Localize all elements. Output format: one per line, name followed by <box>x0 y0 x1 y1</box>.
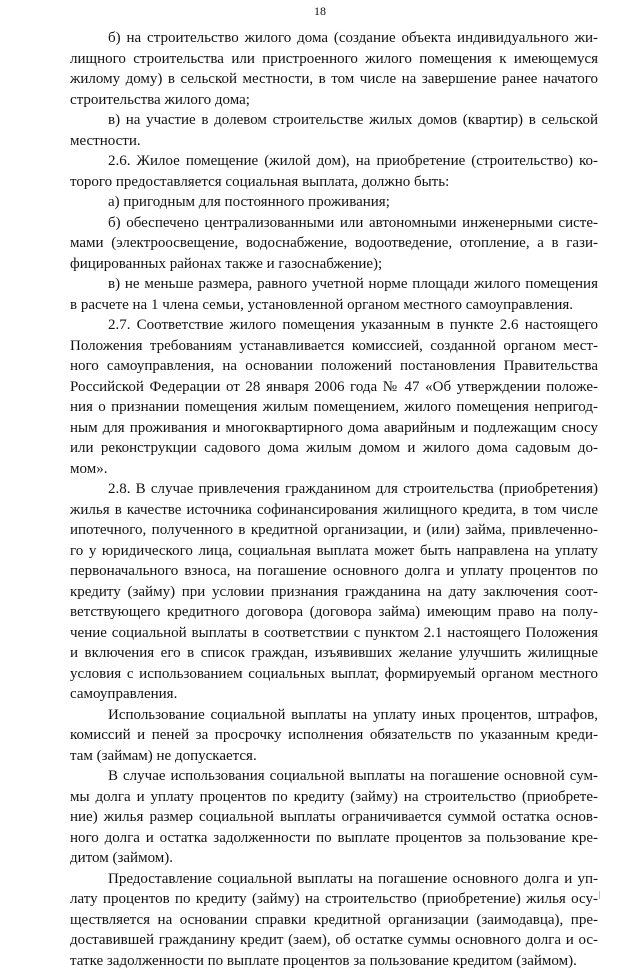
text-line: фицированных районах также и газоснабжение); <box>70 254 598 275</box>
text-line: в расчете на 1 члена семьи, установленной органом местного самоуправления. <box>70 295 598 316</box>
text-line: чение социальной выплаты в соответствии с пунктом 2.1 настоящего Положения <box>70 623 598 644</box>
text-line: 2.6. Жилое помещение (жилой дом), на приобретение (строительство) ко- <box>70 151 598 172</box>
text-line: лищного строительства или пристроенного жилого помещения к имеющемуся <box>70 49 598 70</box>
text-line: или реконструкции садового дома жилым домом и жилого дома садовым до- <box>70 438 598 459</box>
text-line: лату процентов по кредиту (займу) на строительство (приобретение) жилья осу- <box>70 889 598 910</box>
text-line: а) пригодным для постоянного проживания; <box>70 192 598 213</box>
text-line: Положения требованиям устанавливается комиссией, созданной органом мест- <box>70 336 598 357</box>
text-line: мом». <box>70 459 598 480</box>
text-line: ветствующего кредитного договора (договора займа) имеющим право на полу- <box>70 602 598 623</box>
text-line: ного долга и остатка задолженности по выплате процентов за пользование кре- <box>70 828 598 849</box>
text-line: ного самоуправления, на основании положений постановления Правительства <box>70 356 598 377</box>
text-line: го у юридического лица, социальная выплата может быть направлена на уплату <box>70 541 598 562</box>
text-line: ным для проживания и многоквартирного дома аварийным и подлежащим сносу <box>70 418 598 439</box>
text-line: самоуправления. <box>70 684 598 705</box>
text-line: там (займам) не допускается. <box>70 746 598 767</box>
text-line: торого предоставляется социальная выплата, должно быть: <box>70 172 598 193</box>
text-line: ипотечного, полученного в кредитной организации, и (или) займа, привлеченно- <box>70 520 598 541</box>
text-line: 2.8. В случае привлечения гражданином для строительства (приобретения) <box>70 479 598 500</box>
text-line: комиссий и пеней за просрочку исполнения обязательств по указанным креди- <box>70 725 598 746</box>
text-line: строительства жилого дома; <box>70 90 598 111</box>
text-line: дитом (займом). <box>70 848 598 869</box>
page-number: 18 <box>0 4 640 19</box>
text-line: в) на участие в долевом строительстве жилых домов (квартир) в сельской <box>70 110 598 131</box>
text-line: жилья в качестве источника софинансирования жилищного кредита, в том числе <box>70 500 598 521</box>
document-body <box>70 28 598 971</box>
text-line: ния о признании помещения жилым помещением, жилого помещения непригод- <box>70 397 598 418</box>
text-line: б) обеспечено централизованными или автономными инженерными систе- <box>70 213 598 234</box>
text-line: и включения его в список граждан, изъявивших желание улучшить жилищные <box>70 643 598 664</box>
text-line: В случае использования социальной выплаты на погашение основной сум- <box>70 766 598 787</box>
text-line: местности. <box>70 131 598 152</box>
text-line: 2.7. Соответствие жилого помещения указанным в пункте 2.6 настоящего <box>70 315 598 336</box>
text-line: ществляется на основании справки кредитной организации (заимодавца), пре- <box>70 910 598 931</box>
text-line: ние) жилья размер социальной выплаты ограничивается суммой остатка основ- <box>70 807 598 828</box>
scan-mark <box>599 891 600 899</box>
text-line: условия с использованием социальных выплат, формируемый органом местного <box>70 664 598 685</box>
text-line: доставившей гражданину кредит (заем), об остатке суммы основного долга и ос- <box>70 930 598 951</box>
text-line: первоначального взноса, на погашение основного долга и уплату процентов по <box>70 561 598 582</box>
text-line: мы долга и уплату процентов по кредиту (займу) на строительство (приобрете- <box>70 787 598 808</box>
text-line: в) не меньше размера, равного учетной норме площади жилого помещения <box>70 274 598 295</box>
text-line: мами (электроосвещение, водоснабжение, водоотведение, отопление, а в гази- <box>70 233 598 254</box>
text-line: Российской Федерации от 28 января 2006 года № 47 «Об утверждении положе- <box>70 377 598 398</box>
text-line: татке задолженности по выплате процентов за пользование кредитом (займом). <box>70 951 598 971</box>
text-line: кредиту (займу) при условии признания гражданина на дату заключения соот- <box>70 582 598 603</box>
text-line: Использование социальной выплаты на уплату иных процентов, штрафов, <box>70 705 598 726</box>
text-line: Предоставление социальной выплаты на погашение основного долга и уп- <box>70 869 598 890</box>
text-line: б) на строительство жилого дома (создание объекта индивидуального жи- <box>70 28 598 49</box>
text-line: жилому дому) в сельской местности, в том числе на завершение ранее начатого <box>70 69 598 90</box>
